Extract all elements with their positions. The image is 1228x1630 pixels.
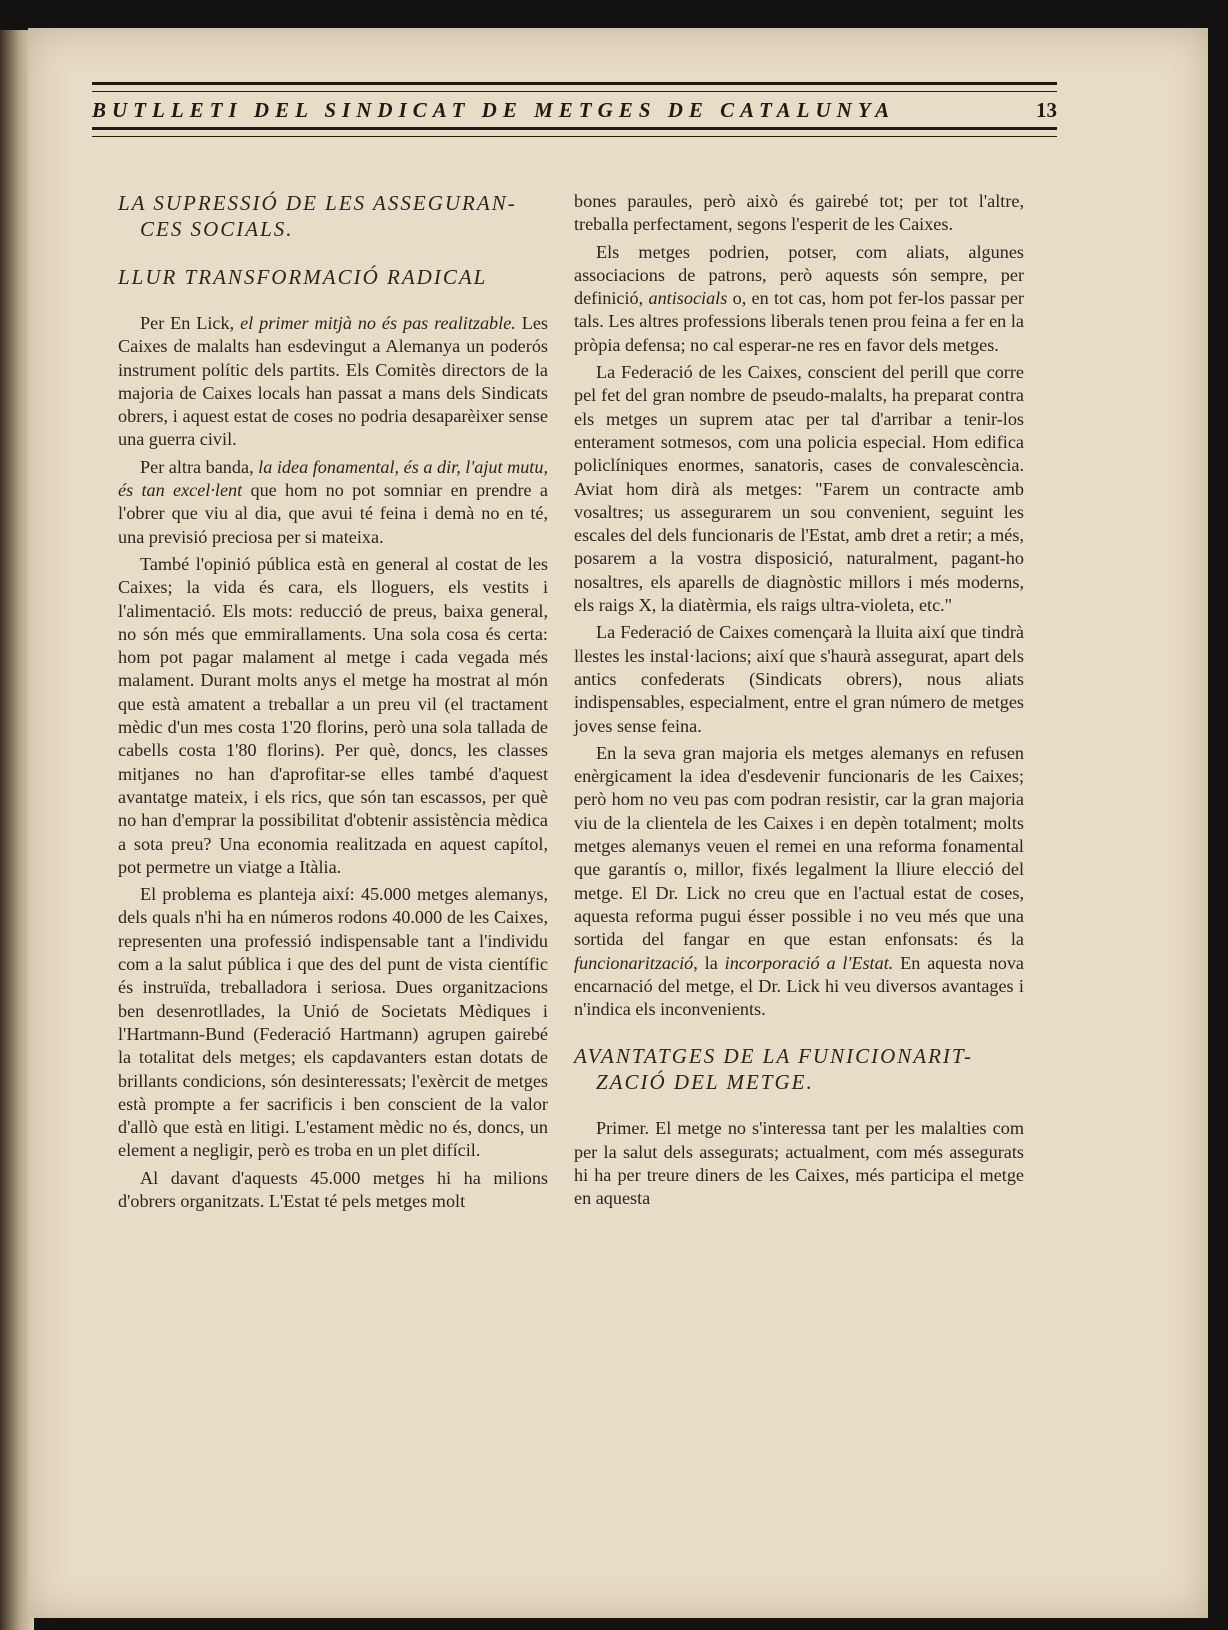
paragraph: També l'opinió pública està en general al costat de les Caixes; la vida és cara, els lloguers, els vestits i l'alimentació. Els mots: reducció de preus, baixa general, no són més que emmirallaments. Una sola cosa és certa: hom pot pagar malament al metge i cada vegada més malament. Durant molts anys el metge ha mostrat al món que està amatent a treballar a un preu vil (el tractament mèdic d'un mes costa 1'20 florins, però una sola tallada de cabells costa 1'80 florins). Per què, doncs, les classes mitjanes no han d'aprofitar-se elles també d'aquest avantatge mateix, i els rics, que són tan escassos, per què no han d'emprar la possibilitat d'obtenir assistència mèdica a sota preu? Una economia realitzada en aquest capítol, pot permetre un viatge a Itàlia. <box>118 553 548 877</box>
paragraph <box>574 241 1024 357</box>
heading-line: ZACIÓ DEL METGE. <box>596 1070 814 1095</box>
right-column <box>574 190 1024 1215</box>
text-run: Per altra banda, <box>140 456 259 477</box>
emphasis: antisocials <box>648 288 728 309</box>
text-run: Les Caixes de malalts han esdevingut a Alemanya un poderós instrument polític dels partits. Els Comitès directors de la majoria de Caixes locals han passat a mans dels Sindicats obrers, i aquest estat de coses no podria desaparèixer sense una guerra civil. <box>118 313 548 450</box>
emphasis: funcionarització <box>574 952 694 973</box>
emphasis: el primer mitjà no és pas realitzable. <box>240 313 516 333</box>
running-title: BUTLLETI DEL SINDICAT DE METGES DE CATALUNYA <box>92 98 896 122</box>
text-run: Per En Lick, <box>140 313 241 333</box>
paragraph <box>118 312 548 452</box>
section-heading-avantatges <box>574 1043 1024 1095</box>
paragraph: El problema es planteja així: 45.000 metges alemanys, dels quals n'hi ha en números rodons 40.000 de les Caixes, representen una professió indispensable tant a l'individu com a la salut pública i que des del punt de vista científic és instruïda, treballadora i seriosa. Dues organitzacions ben desenrotllades, la Unió de Societats Mèdiques i l'Hartmann-Bund (Federació Hartmann) agrupen gairebé la totalitat dels metges; els capdavanters estan dotats de brillants condicions, són desinteressats; l'exèrcit de metges està prompte a fer sacrificis i ben conscient de la valor d'allò que està en litigi. L'estament mèdic no és, doncs, un element a negligir, però es troba en un plet difícil. <box>118 884 548 1161</box>
text-run: En aquesta nova encarnació del metge, el Dr. Lick hi veu diversos avantages i n'indica els inconvenients. <box>574 952 1024 1020</box>
emphasis: la idea fonamental, és a dir, l'ajut mutu, és tan excel·lent <box>118 456 548 501</box>
text-run: En la seva gran majoria els metges alemanys en refusen enèrgicament la idea d'esdevenir funcionaris de les Caixes; però hom no veu pas com podran resistir, car la gran majoria viu de la clientela de les Caixes i en depèn totalment; molts metges alemanys veuen el remei en una reforma fonamental que garantís o, millor, fixés legalment la lliure elecció del metge. El Dr. Lick no creu que en l'actual estat de coses, aquesta reforma pugui ésser possible i no veu més que una sortida del fangar en que estan enfonsats: és la <box>574 742 1024 950</box>
text-run: o, en tot cas, hom pot fer-los passar per tals. Les altres professions liberals tenen prou feina a fer en la pròpia defensa; no cal esperar-ne res en favor dels metges. <box>574 288 1024 355</box>
header-rule-top <box>92 82 1057 92</box>
paragraph: Primer. El metge no s'interessa tant per les malalties com per la salut dels assegurats; actualment, com més assegurats hi ha per treure diners de les Caixes, més participa el metge en aquesta <box>574 1118 1024 1209</box>
header-row <box>92 92 1057 127</box>
page-number: 13 <box>1036 98 1057 122</box>
heading-line: CES SOCIALS. <box>140 217 294 241</box>
text-run: , la <box>693 952 725 973</box>
emphasis: incorporació a l'Estat. <box>724 952 894 973</box>
paragraph: La Federació de Caixes començarà la lluita així que tindrà llestes les instal·lacions; així que s'haurà assegurat, apart dels antics confederats (Sindicats obrers), nous aliats indispensables, especialment, entre el gran número de metges joves sense feina. <box>574 622 1024 736</box>
paragraph: Al davant d'aquests 45.000 metges hi ha milions d'obrers organitzats. L'Estat té pels metges molt <box>118 1167 548 1211</box>
paragraph: La Federació de les Caixes, conscient del perill que corre pel fet del gran nombre de pseudo-malalts, ha preparat contra els metges un suprem atac per tal d'arribar a tenir-los enterament sotmesos, com una policia especial. Hom edifica policlíniques enormes, sanatoris, cases de convalescència. Aviat hom dirà als metges: "Farem un contracte amb vosaltres; us assegurarem un sou convenient, seguint les escales del dels funcionaris de l'Estat, amb dret a retir; a més, posarem a la vostra disposició, naturalment, pagant-ho nosaltres, els aparells de diagnòstic millors i més moderns, els raigs X, la diatèrmia, els raigs ultra-violeta, etc." <box>574 362 1024 616</box>
paragraph <box>574 742 1024 1022</box>
text-run: que hom no pot somniar en prendre a l'obrer que viu al dia, que avui té feina i demà no en té, una previsió preciosa per si mateixa. <box>118 480 548 547</box>
left-column <box>118 190 548 1217</box>
heading-line: LA SUPRESSIÓ DE LES ASSEGURAN- <box>118 191 517 215</box>
section-heading-supressio <box>118 190 548 242</box>
heading-line: AVANTATGES DE LA FUNICIONARIT- <box>574 1044 974 1069</box>
paragraph: bones paraules, però això és gairebé tot; per tot l'altre, treballa perfectament, segons l'esperit de les Caixes. <box>574 191 1024 235</box>
paragraph <box>118 456 548 549</box>
text-run: Els metges podrien, potser, com aliats, algunes associacions de patrons, però aquests són sempre, per definició, <box>574 241 1024 309</box>
header-rule-bottom <box>92 127 1057 137</box>
running-header <box>92 82 1057 137</box>
section-heading-transformacio: LLUR TRANSFORMACIÓ RADICAL <box>118 265 488 289</box>
